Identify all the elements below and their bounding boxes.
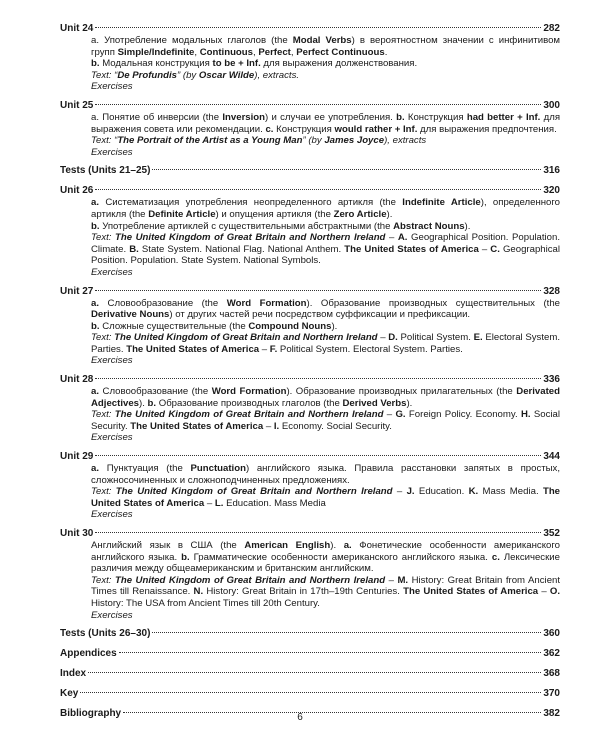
text-run: Compound Nouns xyxy=(248,320,332,332)
entry-page-number: 320 xyxy=(543,185,560,197)
entry-heading xyxy=(60,627,560,640)
text-run: Continuous xyxy=(199,46,253,58)
table-of-contents xyxy=(60,22,560,727)
toc-entry-unit-26[interactable] xyxy=(60,184,560,278)
text-run: American English xyxy=(244,540,331,551)
text-run: c. xyxy=(265,123,274,135)
entry-title: Unit 30 xyxy=(60,528,94,539)
description-line xyxy=(91,321,560,333)
text-run: ), extracts xyxy=(384,135,427,147)
text-run: a. xyxy=(91,386,100,398)
entry-description xyxy=(60,540,560,621)
text-run: History: The USA from Ancient Times till 20th Century. xyxy=(91,597,320,609)
entry-page-number: 352 xyxy=(543,528,560,539)
text-run: Social Security. xyxy=(91,409,561,432)
text-run: Грамматические особенности американского английского языка. xyxy=(189,551,492,563)
reading-text-line xyxy=(91,486,560,509)
dot-leader xyxy=(152,169,541,170)
entry-page-number: 382 xyxy=(543,708,560,720)
text-run: a. xyxy=(343,540,352,551)
text-run: Zero Article xyxy=(333,208,387,220)
exercises-label: Exercises xyxy=(91,146,133,158)
description-line xyxy=(91,221,560,233)
text-run: Text: “ xyxy=(91,69,118,81)
toc-entry-unit-24[interactable] xyxy=(60,22,560,93)
text-run: b. xyxy=(181,551,190,563)
entry-page-number: 336 xyxy=(543,374,560,386)
entry-title: Tests (Units 26–30) xyxy=(60,628,151,640)
page-number: 6 xyxy=(297,712,303,723)
text-run: J. xyxy=(406,486,415,498)
entry-page-number: 370 xyxy=(543,688,560,700)
description-line xyxy=(91,197,560,220)
entry-heading xyxy=(60,22,560,35)
text-run: C. xyxy=(490,243,500,255)
toc-entry-unit-28[interactable] xyxy=(60,373,560,444)
text-run: Словообразование (the xyxy=(99,297,227,309)
text-run: D. xyxy=(388,332,398,344)
text-run: Geographical Position. Population. Climate. xyxy=(91,232,560,255)
entry-description xyxy=(60,112,560,158)
entry-title: Bibliography xyxy=(60,708,122,720)
text-run: The United Kingdom of Great Britain and Northern Ireland xyxy=(115,486,393,498)
text-run: L. xyxy=(214,497,224,509)
text-run: E. xyxy=(473,332,483,344)
text-run: Inversion xyxy=(222,111,266,123)
entry-description xyxy=(60,298,560,368)
text-run: a. xyxy=(91,297,100,309)
entry-heading xyxy=(60,647,560,660)
text-run: a. xyxy=(91,111,103,123)
entry-heading xyxy=(60,687,560,700)
text-run: De Profundis xyxy=(117,69,178,81)
text-run: – xyxy=(204,497,215,509)
entry-title: Index xyxy=(60,668,87,680)
text-run: – xyxy=(392,486,407,498)
text-run: Political System. xyxy=(397,332,474,344)
text-run: Лексические различия между общеамериканским и британским английским. xyxy=(91,551,560,575)
text-run: The Portrait of the Artist as a Young Man xyxy=(117,135,303,147)
entry-description xyxy=(60,386,560,444)
text-run: Perfect Continuous xyxy=(296,46,385,58)
exercises-label: Exercises xyxy=(91,355,133,367)
toc-group-units-24-25 xyxy=(60,22,560,158)
text-run: Modal Verbs xyxy=(292,35,352,46)
exercises-label: Exercises xyxy=(91,509,133,521)
text-run: ). Образование производных прилагательных (the xyxy=(286,386,517,398)
text-run: State System. National Flag. National Anthem. xyxy=(138,243,345,255)
text-run: Конструкция xyxy=(404,111,467,123)
text-run: Education. Mass Media xyxy=(223,497,326,509)
text-run: The United States of America xyxy=(91,486,561,509)
text-run: H. xyxy=(520,409,531,421)
text-run: Simple/Indefinite xyxy=(117,46,195,58)
text-run: Geographical Position. Population. State System. National Symbols. xyxy=(91,243,561,267)
toc-entry-tests-units-26-30[interactable] xyxy=(60,627,560,640)
text-run: Фонетические особенности американского английского языка. xyxy=(91,540,560,563)
text-run: G. xyxy=(395,409,406,421)
dot-leader xyxy=(95,532,541,533)
text-run: Political System. Electoral System. Parties. xyxy=(277,343,463,355)
dot-leader xyxy=(88,672,541,673)
entry-title: Unit 26 xyxy=(60,185,94,197)
text-run: Модальная конструкция xyxy=(99,58,213,70)
dot-leader xyxy=(95,104,541,105)
text-run: Derived Verbs xyxy=(342,397,407,409)
text-run: Education. xyxy=(414,486,469,498)
entry-title: Tests (Units 21–25) xyxy=(60,165,151,177)
text-run: b. xyxy=(147,397,157,409)
text-run: The United States of America xyxy=(344,243,479,255)
entry-description xyxy=(60,35,560,93)
dot-leader xyxy=(95,455,541,456)
text-run: a. xyxy=(91,197,100,209)
text-run: The United States of America xyxy=(126,343,260,355)
text-run: Text: “ xyxy=(91,135,118,147)
text-run: – xyxy=(385,232,398,244)
text-run: The United States of America xyxy=(130,420,264,432)
text-run: Mass Media. xyxy=(478,486,543,498)
text-run: b. xyxy=(91,220,100,232)
dot-leader xyxy=(95,189,541,190)
entry-page-number: 360 xyxy=(543,628,560,640)
text-run: Text: xyxy=(91,486,116,498)
text-run: ” (by xyxy=(177,69,199,81)
reading-text-line xyxy=(91,409,560,432)
text-run: N. xyxy=(193,586,204,598)
exercises-label: Exercises xyxy=(91,266,133,278)
reading-text-line xyxy=(91,232,560,267)
text-run: Oscar Wilde xyxy=(198,69,255,81)
text-run: had better + Inf. xyxy=(466,111,541,123)
text-run: для выражения совета или рекомендации. xyxy=(91,111,561,135)
text-run: Punctuation xyxy=(190,463,246,475)
exercises-label: Exercises xyxy=(91,609,133,621)
text-run: . xyxy=(384,46,388,58)
text-run: History: Great Britain from Ancient Times till Renaissance. xyxy=(91,574,561,598)
dot-leader xyxy=(80,692,541,693)
entry-page-number: 328 xyxy=(543,285,560,297)
description-line xyxy=(91,386,560,409)
description-line xyxy=(91,58,560,70)
entry-title: Unit 24 xyxy=(60,23,94,34)
text-run: – xyxy=(383,409,396,421)
entry-description xyxy=(60,463,560,521)
text-run: , xyxy=(194,46,200,58)
text-run: , xyxy=(290,46,297,58)
text-run: ) английского языка. Правила расстановки запятых в простых, сложносочиненных и сложноподчиненных предложениях. xyxy=(91,463,561,486)
text-run: ), extracts. xyxy=(254,69,300,81)
description-line xyxy=(91,112,560,135)
text-run: b. xyxy=(91,320,100,332)
text-run: Electoral System. Parties. xyxy=(91,332,561,355)
description-line xyxy=(91,463,560,486)
entry-page-number: 316 xyxy=(543,165,560,177)
text-run: The United Kingdom of Great Britain and Northern Ireland xyxy=(114,574,386,586)
entry-page-number: 300 xyxy=(543,99,560,111)
text-run: Word Formation xyxy=(226,297,307,309)
text-run: ). xyxy=(139,397,148,409)
text-run: ). xyxy=(386,208,393,220)
entry-heading xyxy=(60,373,560,386)
text-run: Definite Article xyxy=(148,208,216,220)
text-run: Словообразование (the xyxy=(99,386,212,398)
text-run: James Joyce xyxy=(324,135,385,147)
text-run: b. xyxy=(396,111,405,123)
entry-page-number: 344 xyxy=(543,451,560,463)
reading-text-line xyxy=(91,575,560,610)
description-line xyxy=(91,298,560,321)
text-run: – xyxy=(385,574,398,586)
text-run: ) в вероятностном значении с инфинитивом групп xyxy=(91,35,561,58)
text-run: Text: xyxy=(91,409,115,421)
text-run: A. xyxy=(397,232,408,244)
text-run: Употребление артиклей с существительными абстрактными (the xyxy=(99,220,394,232)
entry-heading xyxy=(60,285,560,298)
entry-title: Unit 27 xyxy=(60,285,94,297)
entry-heading xyxy=(60,527,560,540)
text-run: – xyxy=(259,343,270,355)
text-run: для выражения долженствования. xyxy=(260,58,418,70)
text-run: Text: xyxy=(91,232,115,244)
dot-leader xyxy=(95,378,541,379)
text-run: The United Kingdom of Great Britain and Northern Ireland xyxy=(114,409,384,421)
text-run: Foreign Policy. Economy. xyxy=(405,409,521,421)
text-run: ) и случаи ее употребления. xyxy=(265,111,397,123)
toc-entry-index[interactable] xyxy=(60,667,560,680)
text-run: ). xyxy=(406,397,413,409)
text-run: The United Kingdom of Great Britain and Northern Ireland xyxy=(114,332,378,344)
text-run: Derivated Adjectives xyxy=(91,386,560,409)
entry-title: Unit 28 xyxy=(60,374,94,386)
text-run: Употребление модальных глаголов (the xyxy=(104,35,293,46)
text-run: Derivative Nouns xyxy=(91,309,170,321)
text-run: – xyxy=(478,243,491,255)
text-run: a. xyxy=(91,463,100,475)
reading-text-line xyxy=(91,135,560,147)
text-run: History: Great Britain in 17th–19th Centuries. xyxy=(203,586,404,598)
entry-page-number: 282 xyxy=(543,23,560,34)
toc-entry-key[interactable] xyxy=(60,687,560,700)
text-run: ” (by xyxy=(302,135,325,147)
text-run: The United Kingdom of Great Britain and Northern Ireland xyxy=(115,232,386,244)
toc-group-units-26-30 xyxy=(60,184,560,621)
text-run: ) от других частей речи посредством суффиксации и префиксации. xyxy=(169,309,471,321)
toc-entry-unit-27[interactable] xyxy=(60,285,560,368)
entry-title: Unit 29 xyxy=(60,451,94,463)
text-run: K. xyxy=(468,486,479,498)
text-run: ). xyxy=(331,320,338,332)
reading-text-line xyxy=(91,70,560,82)
text-run: Abstract Nouns xyxy=(393,220,465,232)
text-run: ) и опущения артикля (the xyxy=(215,208,334,220)
dot-leader xyxy=(95,290,541,291)
text-run: Пунктуация (the xyxy=(99,463,191,475)
toc-entry-unit-29[interactable] xyxy=(60,450,560,521)
reading-text-line xyxy=(91,332,560,355)
text-run: Economy. Social Security. xyxy=(279,420,392,432)
text-run: O. xyxy=(549,586,561,598)
entry-title: Key xyxy=(60,688,79,700)
text-run: Text: xyxy=(91,332,115,344)
toc-entry-appendices[interactable] xyxy=(60,647,560,660)
text-run: Английский язык в США (the xyxy=(91,540,245,551)
entry-heading xyxy=(60,667,560,680)
text-run: Сложные существительные (the xyxy=(99,320,249,332)
text-run: b. xyxy=(91,58,100,70)
toc-entry-unit-30[interactable] xyxy=(60,527,560,621)
entry-page-number: 362 xyxy=(543,648,560,660)
text-run: c. xyxy=(491,551,500,563)
text-run: M. xyxy=(397,574,409,586)
exercises-label: Exercises xyxy=(91,81,133,93)
entry-heading xyxy=(60,184,560,197)
entry-heading xyxy=(60,450,560,463)
text-run: Понятие об инверсии (the xyxy=(102,111,223,123)
text-run: ). xyxy=(330,540,344,551)
text-run: ), определенного артикля (the xyxy=(91,197,561,220)
description-line xyxy=(91,35,560,58)
text-run: Конструкция xyxy=(273,123,335,135)
text-run: F. xyxy=(269,343,278,355)
description-line xyxy=(91,540,560,575)
entry-page-number: 368 xyxy=(543,668,560,680)
toc-entry-tests-21-25[interactable] xyxy=(60,164,560,177)
text-run: – xyxy=(377,332,389,344)
text-run: I. xyxy=(273,420,280,432)
text-run: would rather + Inf. xyxy=(334,123,418,135)
toc-group-back-matter xyxy=(60,627,560,720)
text-run: ). xyxy=(464,220,471,232)
text-run: a. xyxy=(91,35,105,46)
dot-leader xyxy=(119,652,542,653)
text-run: , xyxy=(253,46,259,58)
text-run: – xyxy=(263,420,274,432)
entry-description xyxy=(60,197,560,278)
text-run: to be + Inf. xyxy=(212,58,261,70)
dot-leader xyxy=(95,27,541,28)
text-run: Perfect xyxy=(258,46,291,58)
entry-title: Unit 25 xyxy=(60,99,94,111)
text-run: Indefinite Article xyxy=(402,197,481,209)
text-run: Систематизация употребления неопределенного артикля (the xyxy=(99,197,403,209)
exercises-label: Exercises xyxy=(91,432,133,444)
text-run: Образование производных глаголов (the xyxy=(156,397,343,409)
text-run: ). Образование производных существительных (the xyxy=(306,297,560,309)
text-run: The United States of America xyxy=(403,586,539,598)
entry-title: Appendices xyxy=(60,648,117,660)
text-run: Word Formation xyxy=(211,386,287,398)
text-run: B. xyxy=(129,243,139,255)
entry-heading xyxy=(60,99,560,112)
text-run: Text: xyxy=(91,574,115,586)
text-run: – xyxy=(538,586,550,598)
text-run: для выражения предпочтения. xyxy=(417,123,557,135)
dot-leader xyxy=(152,632,541,633)
toc-entry-unit-25[interactable] xyxy=(60,99,560,158)
